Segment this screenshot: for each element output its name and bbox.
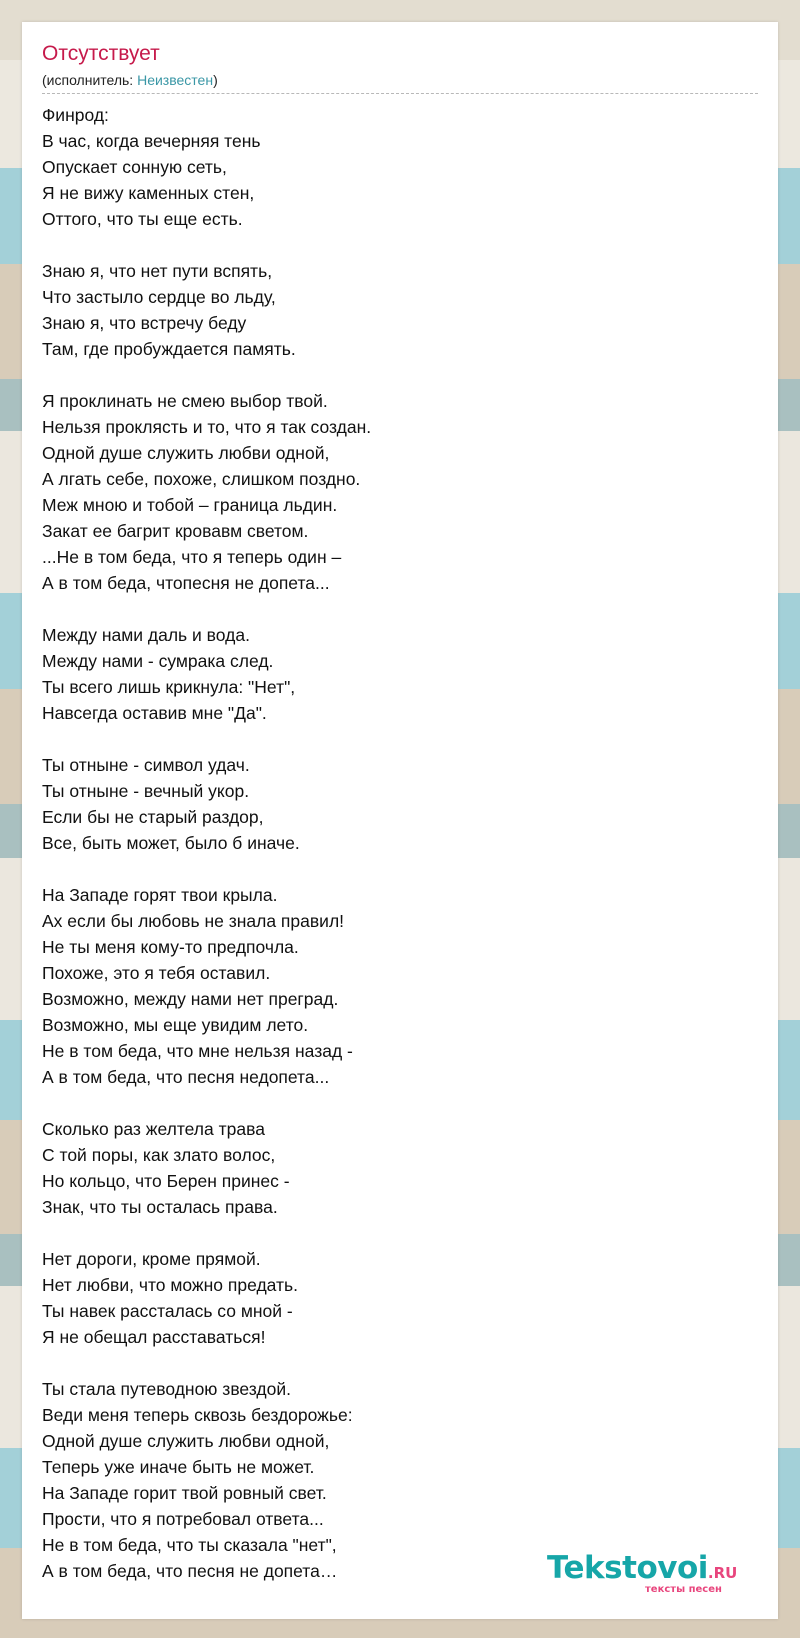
song-title: Отсутствует bbox=[42, 42, 160, 65]
lyrics-card bbox=[22, 22, 778, 1619]
title-divider bbox=[42, 93, 758, 94]
lyric-line: Одной душе служить любви одной, bbox=[42, 1431, 330, 1451]
lyric-line: Если бы не старый раздор, bbox=[42, 807, 264, 827]
stanza-break bbox=[42, 726, 742, 752]
artist-suffix: ) bbox=[213, 72, 218, 88]
lyric-line: Ты навек рассталась со мной - bbox=[42, 1301, 293, 1321]
lyric-line: Я не обещал расставаться! bbox=[42, 1327, 266, 1347]
lyric-line: Знаю я, что нет пути вспять, bbox=[42, 261, 273, 281]
lyric-line: Нельзя проклясть и то, что я так создан. bbox=[42, 417, 372, 437]
lyric-line: Не в том беда, что ты сказала "нет", bbox=[42, 1535, 337, 1555]
lyric-line: А в том беда, что песня не допета… bbox=[42, 1561, 338, 1581]
lyric-line: Не ты меня кому-то предпочла. bbox=[42, 937, 299, 957]
lyric-line: А лгать себе, похоже, слишком поздно. bbox=[42, 469, 361, 489]
stanza-break bbox=[42, 596, 742, 622]
lyric-line: Что застыло сердце во льду, bbox=[42, 287, 276, 307]
stanza-break bbox=[42, 362, 742, 388]
lyric-line: Между нами - сумрака след. bbox=[42, 651, 274, 671]
artist-link[interactable]: Неизвестен bbox=[137, 72, 214, 88]
lyric-line: Финрод: bbox=[42, 105, 109, 125]
lyric-line: Прости, что я потребовал ответа... bbox=[42, 1509, 324, 1529]
lyric-line: Знаю я, что встречу беду bbox=[42, 313, 247, 333]
lyric-line: Опускает сонную сеть, bbox=[42, 157, 227, 177]
lyric-line: Но кольцо, что Берен принес - bbox=[42, 1171, 290, 1191]
logo-name: Tekstovoi bbox=[547, 1550, 708, 1586]
lyric-line: Оттого, что ты еще есть. bbox=[42, 209, 243, 229]
stanza-break bbox=[42, 232, 742, 258]
lyric-line: Навсегда оставив мне "Да". bbox=[42, 703, 267, 723]
lyric-line: Нет дороги, кроме прямой. bbox=[42, 1249, 261, 1269]
lyric-line: Ты отныне - вечный укор. bbox=[42, 781, 250, 801]
lyric-line: В час, когда вечерняя тень bbox=[42, 131, 261, 151]
stanza-break bbox=[42, 1220, 742, 1246]
lyric-line: Ты всего лишь крикнула: "Нет", bbox=[42, 677, 296, 697]
lyric-line: Меж мною и тобой – граница льдин. bbox=[42, 495, 338, 515]
stanza-break bbox=[42, 1350, 742, 1376]
lyric-line: Сколько раз желтела трава bbox=[42, 1119, 265, 1139]
lyric-line: Ты стала путеводною звездой. bbox=[42, 1379, 291, 1399]
artist-line bbox=[42, 71, 218, 89]
lyric-line: Ах если бы любовь не знала правил! bbox=[42, 911, 345, 931]
lyric-line: Нет любви, что можно предать. bbox=[42, 1275, 298, 1295]
lyrics-text bbox=[42, 102, 742, 1584]
lyric-line: А в том беда, что песня недопета... bbox=[42, 1067, 330, 1087]
lyric-line: На Западе горят твои крыла. bbox=[42, 885, 278, 905]
artist-prefix: (исполнитель: bbox=[42, 72, 138, 88]
logo-tld: .RU bbox=[707, 1564, 738, 1582]
lyric-line: На Западе горит твой ровный свет. bbox=[42, 1483, 327, 1503]
lyric-line: Там, где пробуждается память. bbox=[42, 339, 296, 359]
lyric-line: Я не вижу каменных стен, bbox=[42, 183, 255, 203]
lyric-line: С той поры, как злато волос, bbox=[42, 1145, 276, 1165]
lyric-line: Я проклинать не смею выбор твой. bbox=[42, 391, 328, 411]
stanza-break bbox=[42, 856, 742, 882]
lyric-line: Возможно, мы еще увидим лето. bbox=[42, 1015, 309, 1035]
lyric-line: Не в том беда, что мне нельзя назад - bbox=[42, 1041, 353, 1061]
lyric-line: Ты отныне - символ удач. bbox=[42, 755, 250, 775]
lyric-line: Возможно, между нами нет преград. bbox=[42, 989, 339, 1009]
lyric-line: Похоже, это я тебя оставил. bbox=[42, 963, 271, 983]
lyric-line: Теперь уже иначе быть не может. bbox=[42, 1457, 315, 1477]
lyric-line: Между нами даль и вода. bbox=[42, 625, 250, 645]
lyric-line: Одной душе служить любви одной, bbox=[42, 443, 330, 463]
stanza-break bbox=[42, 1090, 742, 1116]
lyric-line: Закат ее багрит кровавм светом. bbox=[42, 521, 309, 541]
lyric-line: ...Не в том беда, что я теперь один – bbox=[42, 547, 342, 567]
lyric-line: Все, быть может, было б иначе. bbox=[42, 833, 300, 853]
lyric-line: А в том беда, чтопесня не допета... bbox=[42, 573, 330, 593]
logo-tagline: тексты песен bbox=[645, 1584, 722, 1595]
lyric-line: Веди меня теперь сквозь бездорожье: bbox=[42, 1405, 353, 1425]
lyric-line: Знак, что ты осталась права. bbox=[42, 1197, 278, 1217]
site-logo[interactable] bbox=[547, 1550, 777, 1610]
